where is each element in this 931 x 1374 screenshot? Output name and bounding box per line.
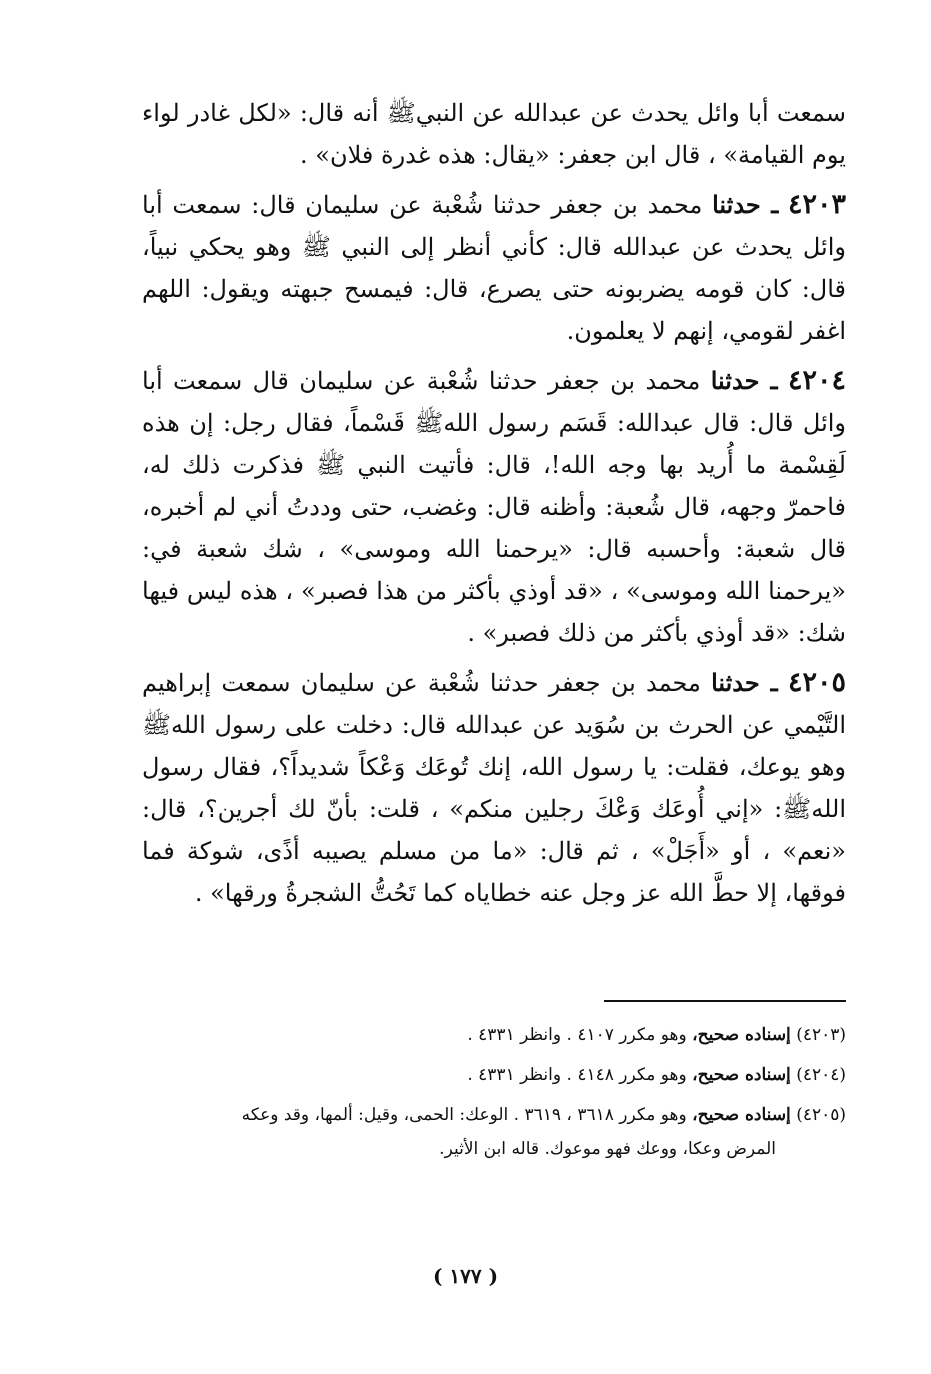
footnote-divider <box>604 1000 846 1002</box>
footnotes <box>142 1018 846 1172</box>
footnote-ref: (٤٢٠٤) <box>796 1065 846 1085</box>
footnote-ref: (٤٢٠٥) <box>796 1105 846 1125</box>
hadith-heading: ـ حدثنا <box>712 190 779 219</box>
footnote-continuation: المرض وعكا، ووعك فهو موعوك. قاله ابن الأثير. <box>439 1139 776 1159</box>
footnote-grade: إسناده صحيح، <box>692 1065 791 1085</box>
hadith-4205 <box>142 662 846 914</box>
main-text <box>142 92 846 914</box>
hadith-text: محمد بن جعفر حدثنا شُعْبة عن سليمان سمعت إبراهيم التَّيْمي عن الحرث بن سُوَيد عن عبدالله قال: دخلت على رسول اللهﷺ وهو يوعك، فقلت: يا رسول الله، إنك تُوعَك وَعْكاً شديداً؟، فقال رسول اللهﷺ: «إني أُوعَك وَعْكَ رجلين منكم» ، قلت: بأنّ لك أجرين؟، قال: «نعم» ، أو «أَجَلْ» ، ثم قال: «ما من مسلم يصيبه أذًى، شوكة فما فوقها، إلا حطَّ الله عز وجل عنه خطاياه كما تَحُتُّ الشجرةُ ورقها» . <box>142 669 846 907</box>
footnote-text: وهو مكرر ٣٦١٨ ، ٣٦١٩ . الوعك: الحمى، وقيل: ألمها، وقد وعكه <box>241 1105 687 1125</box>
hadith-text: محمد بن جعفر حدثنا شُعْبة عن سليمان قال سمعت أبا وائل قال: قال عبدالله: قَسَم رسول اللهﷺ قَسْماً، فقال رجل: إن هذه لَقِسْمة ما أُريد بها وجه الله!، قال: فأتيت النبي ﷺ فذكرت ذلك له، فاحمرّ وجهه، قال شُعبة: وأظنه قال: وغضب، حتى وددتُ أني لم أخبره، قال شعبة: وأحسبه قال: «يرحمنا الله وموسى» ، شك شعبة في: «يرحمنا الله وموسى» ، «قد أوذي بأكثر من هذا فصبر» ، هذه ليس فيها شك: «قد أوذي بأكثر من ذلك فصبر» . <box>142 367 846 647</box>
footnote-ref: (٤٢٠٣) <box>796 1025 846 1045</box>
footnote-text: وهو مكرر ٤١٤٨ . وانظر ٤٣٣١ . <box>467 1065 687 1085</box>
page-number: ( ١٧٧ ) <box>432 1264 499 1288</box>
hadith-number: ٤٢٠٤ <box>787 365 846 396</box>
paragraph-continuation <box>142 92 846 176</box>
hadith-number: ٤٢٠٣ <box>787 189 846 220</box>
footnote-4205 <box>142 1098 846 1166</box>
hadith-number: ٤٢٠٥ <box>787 667 846 698</box>
hadith-4203 <box>142 184 846 352</box>
hadith-heading: ـ حدثنا <box>711 668 778 697</box>
hadith-text: محمد بن جعفر حدثنا شُعْبة عن سليمان قال: سمعت أبا وائل يحدث عن عبدالله قال: كأني أنظر إلى النبي ﷺ وهو يحكي نبياً، قال: كان قومه يضربونه حتى يصرع، قال: فيمسح جبهته ويقول: اللهم اغفر لقومي، إنهم لا يعلمون. <box>142 191 846 345</box>
hadith-4204 <box>142 360 846 654</box>
footnote-4204 <box>142 1058 846 1092</box>
hadith-heading: ـ حدثنا <box>710 366 778 395</box>
footnote-4203 <box>142 1018 846 1052</box>
footnote-grade: إسناده صحيح، <box>692 1105 791 1125</box>
paragraph-text: سمعت أبا وائل يحدث عن عبدالله عن النبيﷺ أنه قال: «لكل غادر لواء يوم القيامة» ، قال ابن جعفر: «يقال: هذه غدرة فلان» . <box>142 99 846 169</box>
footnote-text: وهو مكرر ٤١٠٧ . وانظر ٤٣٣١ . <box>467 1025 687 1045</box>
footnote-grade: إسناده صحيح، <box>692 1025 791 1045</box>
